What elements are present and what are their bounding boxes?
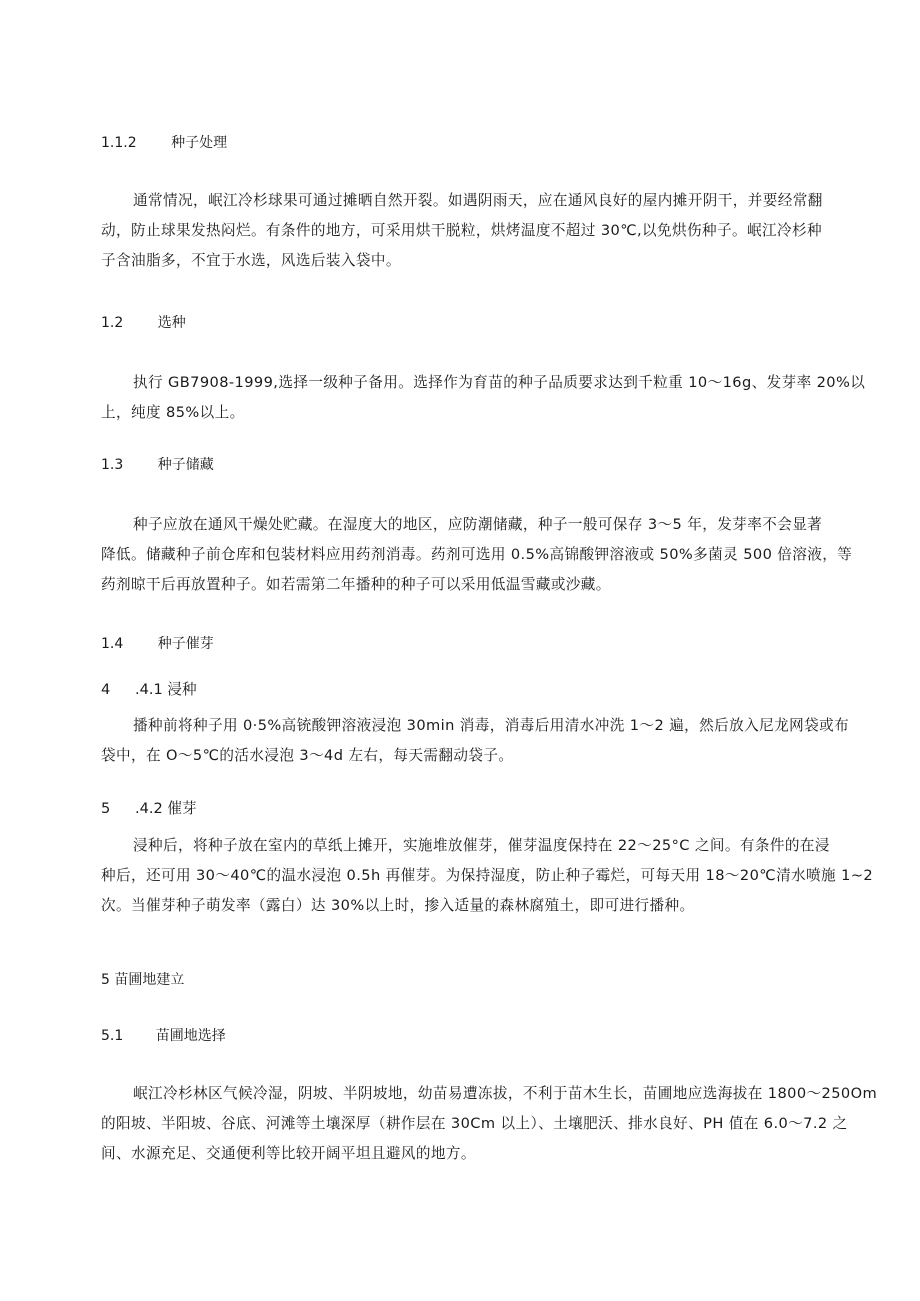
section-title: 5 苗圃地建立	[101, 972, 185, 988]
paragraph-germination	[101, 831, 874, 921]
section-number: 1.4	[101, 636, 124, 652]
section-number: 1.1.2	[101, 135, 137, 151]
paragraph-line: 浸种后，将种子放在室内的草纸上摊开，实施堆放催芽，催芽温度保持在 22～25°C 之间。有条件的在浸	[133, 837, 830, 854]
paragraph-line: 动，防止球果发热闷烂。有条件的地方，可采用烘干脱粒，烘烤温度不超过 30℃,以免烘伤种子。岷江冷杉种	[101, 222, 822, 239]
paragraph-line: 上，纯度 85%以上。	[101, 404, 245, 421]
section-title: 种子处理	[171, 135, 228, 151]
subsection-title: .4.2 催芽	[134, 800, 197, 817]
section-heading-1-2	[101, 313, 186, 333]
paragraph-line: 种子应放在通风干燥处贮藏。在湿度大的地区，应防潮储藏，种子一般可保存 3～5 年，发芽率不会显著	[133, 516, 823, 533]
subsection-number: 4	[101, 681, 111, 698]
subsection-heading-germination	[101, 799, 197, 819]
paragraph-line: 种后，还可用 30～40℃的温水浸泡 0.5h 再催芽。为保持湿度，防止种子霉烂，可每天用 18～20℃清水喷施 1~2	[101, 867, 874, 884]
section-number: 5.1	[101, 1028, 124, 1044]
section-title: 种子催芽	[157, 636, 214, 652]
paragraph-line: 次。当催芽种子萌发率（露白）达 30%以上时，掺入适量的森林腐殖土，即可进行播种。	[101, 897, 695, 914]
paragraph-seed-selection	[101, 368, 866, 428]
section-heading-5-1	[101, 1026, 226, 1046]
paragraph-line: 岷江冷杉林区气候冷湿，阴坡、半阴坡地，幼苗易遭冻拔，不利于苗木生长，苗圃地应选海拔在 1800～250Om	[133, 1085, 878, 1102]
paragraph-line: 播种前将种子用 0·5%高铳酸钾溶液浸泡 30min 消毒，消毒后用清水冲洗 1～2 遍，然后放入尼龙网袋或布	[133, 717, 850, 734]
paragraph-line: 袋中，在 O～5℃的活水浸泡 3～4d 左右，每天需翻动袋子。	[101, 747, 514, 764]
paragraph-line: 执行 GB7908-1999,选择一级种子备用。选择作为育苗的种子品质要求达到千粒重 10～16g、发芽率 20%以	[133, 374, 866, 391]
subsection-heading-soaking	[101, 680, 197, 700]
section-title: 选种	[157, 315, 186, 331]
section-heading-1-3	[101, 455, 214, 475]
paragraph-line: 降低。储藏种子前仓库和包装材料应用药剂消毒。药剂可选用 0.5%高锦酸钾溶液或 50%多菌灵 500 倍溶液，等	[101, 546, 853, 563]
section-heading-1-1-2	[101, 133, 227, 153]
paragraph-line: 通常情况，岷江冷杉球果可通过摊晒自然开裂。如遇阴雨天，应在通风良好的屋内摊开阴干，并要经常翻	[133, 192, 823, 209]
section-number: 1.3	[101, 457, 124, 473]
section-title: 种子储藏	[157, 457, 214, 473]
section-title: 苗圃地选择	[155, 1028, 226, 1044]
paragraph-line: 间、水源充足、交通便利等比较开阔平坦且避风的地方。	[101, 1145, 476, 1162]
paragraph-seed-processing	[101, 186, 841, 276]
paragraph-line: 的阳坡、半阳坡、谷底、河滩等土壤深厚（耕作层在 30Cm 以上）、土壤肥沃、排水良好、PH 值在 6.0～7.2 之	[101, 1115, 848, 1132]
paragraph-nursery-site	[101, 1079, 878, 1169]
section-heading-5	[101, 970, 184, 990]
section-number: 1.2	[101, 315, 124, 331]
paragraph-line: 子含油脂多，不宜于水选，风选后装入袋中。	[101, 252, 401, 269]
paragraph-soaking	[101, 711, 850, 771]
subsection-title: .4.1 浸种	[134, 681, 197, 698]
section-heading-1-4	[101, 634, 214, 654]
paragraph-seed-storage	[101, 510, 853, 600]
paragraph-line: 药剂晾干后再放置种子。如若需第二年播种的种子可以采用低温雪藏或沙藏。	[101, 576, 611, 593]
subsection-number: 5	[101, 800, 111, 817]
